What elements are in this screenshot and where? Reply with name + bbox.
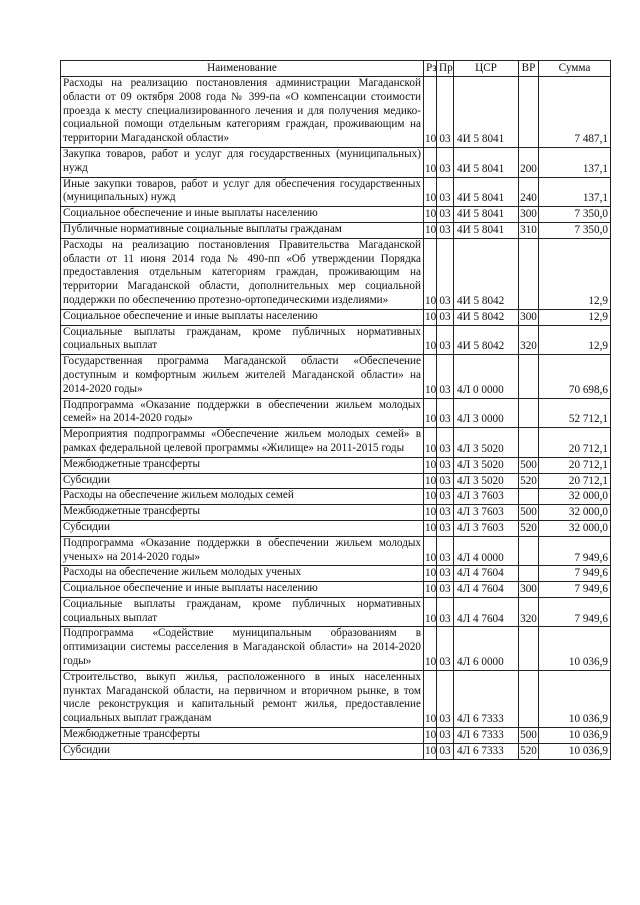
cell-rz: 10 xyxy=(424,597,437,627)
cell-csr: 4И 5 8042 xyxy=(454,238,519,309)
cell-pr: 03 xyxy=(437,505,454,521)
cell-name: Расходы на обеспечение жильем молодых ученых xyxy=(61,566,424,582)
cell-rz: 10 xyxy=(424,207,437,223)
table-row xyxy=(61,566,611,582)
cell-rz: 10 xyxy=(424,147,437,177)
cell-csr: 4И 5 8041 xyxy=(454,77,519,148)
cell-pr: 03 xyxy=(437,566,454,582)
cell-csr: 4Л 0 0000 xyxy=(454,355,519,398)
header-rz: Рз xyxy=(424,61,437,77)
cell-csr: 4Л 3 7603 xyxy=(454,520,519,536)
cell-sum: 10 036,9 xyxy=(539,743,611,759)
cell-sum: 32 000,0 xyxy=(539,489,611,505)
cell-csr: 4И 5 8041 xyxy=(454,222,519,238)
cell-sum: 10 036,9 xyxy=(539,670,611,727)
cell-vr xyxy=(519,536,539,566)
cell-sum: 20 712,1 xyxy=(539,428,611,458)
cell-name: Расходы на обеспечение жильем молодых семей xyxy=(61,489,424,505)
table-row xyxy=(61,505,611,521)
cell-rz: 10 xyxy=(424,728,437,744)
cell-csr: 4Л 4 7604 xyxy=(454,597,519,627)
cell-csr: 4Л 6 0000 xyxy=(454,627,519,670)
cell-rz: 10 xyxy=(424,627,437,670)
cell-rz: 10 xyxy=(424,489,437,505)
cell-csr: 4И 5 8042 xyxy=(454,325,519,355)
cell-rz: 10 xyxy=(424,473,437,489)
cell-vr xyxy=(519,355,539,398)
cell-vr xyxy=(519,489,539,505)
table-row xyxy=(61,207,611,223)
cell-pr: 03 xyxy=(437,473,454,489)
cell-rz: 10 xyxy=(424,309,437,325)
cell-pr: 03 xyxy=(437,355,454,398)
cell-sum: 7 949,6 xyxy=(539,566,611,582)
cell-name: Субсидии xyxy=(61,473,424,489)
header-pr: Пр xyxy=(437,61,454,77)
table-row xyxy=(61,309,611,325)
table-row xyxy=(61,520,611,536)
cell-vr xyxy=(519,627,539,670)
cell-pr: 03 xyxy=(437,177,454,207)
cell-sum: 7 487,1 xyxy=(539,77,611,148)
cell-sum: 137,1 xyxy=(539,147,611,177)
cell-pr: 03 xyxy=(437,207,454,223)
cell-vr: 520 xyxy=(519,743,539,759)
cell-sum: 137,1 xyxy=(539,177,611,207)
cell-rz: 10 xyxy=(424,505,437,521)
cell-rz: 10 xyxy=(424,222,437,238)
cell-pr: 03 xyxy=(437,222,454,238)
table-row xyxy=(61,325,611,355)
cell-vr: 320 xyxy=(519,325,539,355)
cell-rz: 10 xyxy=(424,325,437,355)
cell-pr: 03 xyxy=(437,582,454,598)
cell-vr xyxy=(519,428,539,458)
cell-name: Подпрограмма «Содействие муниципальным образованиям в оптимизации системы расселения в Магаданской области» на 2014-2020 годы» xyxy=(61,627,424,670)
table-row xyxy=(61,743,611,759)
cell-sum: 12,9 xyxy=(539,309,611,325)
cell-name: Субсидии xyxy=(61,743,424,759)
cell-pr: 03 xyxy=(437,238,454,309)
cell-name: Публичные нормативные социальные выплаты гражданам xyxy=(61,222,424,238)
cell-sum: 10 036,9 xyxy=(539,627,611,670)
table-header-row xyxy=(61,61,611,77)
cell-name: Социальные выплаты гражданам, кроме публичных нормативных социальных выплат xyxy=(61,325,424,355)
cell-name: Закупка товаров, работ и услуг для государственных (муниципальных) нужд xyxy=(61,147,424,177)
header-vr: ВР xyxy=(519,61,539,77)
cell-vr xyxy=(519,670,539,727)
table-row xyxy=(61,77,611,148)
cell-vr: 200 xyxy=(519,147,539,177)
cell-sum: 7 350,0 xyxy=(539,222,611,238)
cell-vr: 300 xyxy=(519,207,539,223)
cell-name: Иные закупки товаров, работ и услуг для обеспечения государственных (муниципальных) нужд xyxy=(61,177,424,207)
cell-sum: 7 350,0 xyxy=(539,207,611,223)
table-row xyxy=(61,428,611,458)
header-sum: Сумма xyxy=(539,61,611,77)
table-row xyxy=(61,457,611,473)
cell-rz: 10 xyxy=(424,457,437,473)
cell-vr: 500 xyxy=(519,728,539,744)
cell-pr: 03 xyxy=(437,457,454,473)
cell-vr: 320 xyxy=(519,597,539,627)
cell-name: Межбюджетные трансферты xyxy=(61,728,424,744)
cell-vr: 240 xyxy=(519,177,539,207)
cell-name: Расходы на реализацию постановления администрации Магаданской области от 09 октября 2008 года № 399-па «О компенсации стоимости проезда к месту специализированного лечения и для получения медико-социальной помощи отдельным категориям граждан, проживающим на территории Магаданской области» xyxy=(61,77,424,148)
cell-vr xyxy=(519,238,539,309)
cell-pr: 03 xyxy=(437,325,454,355)
cell-sum: 12,9 xyxy=(539,325,611,355)
cell-rz: 10 xyxy=(424,355,437,398)
cell-sum: 12,9 xyxy=(539,238,611,309)
cell-pr: 03 xyxy=(437,536,454,566)
cell-sum: 7 949,6 xyxy=(539,582,611,598)
document-page xyxy=(60,60,610,760)
cell-csr: 4Л 4 7604 xyxy=(454,582,519,598)
cell-rz: 10 xyxy=(424,582,437,598)
cell-vr xyxy=(519,398,539,428)
cell-rz: 10 xyxy=(424,536,437,566)
cell-csr: 4И 5 8041 xyxy=(454,177,519,207)
cell-csr: 4Л 3 5020 xyxy=(454,428,519,458)
cell-name: Социальное обеспечение и иные выплаты населению xyxy=(61,207,424,223)
table-row xyxy=(61,398,611,428)
cell-pr: 03 xyxy=(437,147,454,177)
table-row xyxy=(61,728,611,744)
cell-pr: 03 xyxy=(437,398,454,428)
cell-vr: 520 xyxy=(519,520,539,536)
table-row xyxy=(61,147,611,177)
header-name: Наименование xyxy=(61,61,424,77)
cell-csr: 4И 5 8041 xyxy=(454,207,519,223)
cell-name: Подпрограмма «Оказание поддержки в обеспечении жильем молодых семей» на 2014-2020 годы» xyxy=(61,398,424,428)
cell-csr: 4Л 3 7603 xyxy=(454,489,519,505)
cell-pr: 03 xyxy=(437,77,454,148)
cell-pr: 03 xyxy=(437,597,454,627)
cell-sum: 70 698,6 xyxy=(539,355,611,398)
cell-sum: 7 949,6 xyxy=(539,597,611,627)
cell-name: Социальное обеспечение и иные выплаты населению xyxy=(61,582,424,598)
cell-rz: 10 xyxy=(424,520,437,536)
table-row xyxy=(61,489,611,505)
cell-pr: 03 xyxy=(437,489,454,505)
cell-pr: 03 xyxy=(437,520,454,536)
cell-pr: 03 xyxy=(437,627,454,670)
cell-rz: 10 xyxy=(424,670,437,727)
table-row xyxy=(61,627,611,670)
cell-sum: 20 712,1 xyxy=(539,457,611,473)
cell-vr: 310 xyxy=(519,222,539,238)
table-row xyxy=(61,670,611,727)
cell-name: Межбюджетные трансферты xyxy=(61,457,424,473)
cell-csr: 4Л 3 5020 xyxy=(454,457,519,473)
cell-rz: 10 xyxy=(424,566,437,582)
table-row xyxy=(61,177,611,207)
cell-sum: 20 712,1 xyxy=(539,473,611,489)
cell-sum: 32 000,0 xyxy=(539,520,611,536)
cell-csr: 4Л 6 7333 xyxy=(454,743,519,759)
cell-vr: 300 xyxy=(519,309,539,325)
cell-name: Подпрограмма «Оказание поддержки в обеспечении жильем молодых ученых» на 2014-2020 годы» xyxy=(61,536,424,566)
cell-vr: 500 xyxy=(519,457,539,473)
cell-csr: 4И 5 8041 xyxy=(454,147,519,177)
cell-name: Расходы на реализацию постановления Правительства Магаданской области от 11 июня 2014 года № 490-пп «Об утверждении Порядка предоставления отдельным категориям граждан, проживающим на территории Магаданской области, дополнительных мер социальной поддержки по обеспечению протезно-ортопедическими изделиями» xyxy=(61,238,424,309)
cell-csr: 4Л 6 7333 xyxy=(454,728,519,744)
cell-sum: 7 949,6 xyxy=(539,536,611,566)
cell-csr: 4Л 4 7604 xyxy=(454,566,519,582)
table-row xyxy=(61,222,611,238)
cell-vr: 520 xyxy=(519,473,539,489)
cell-csr: 4Л 6 7333 xyxy=(454,670,519,727)
cell-name: Социальные выплаты гражданам, кроме публичных нормативных социальных выплат xyxy=(61,597,424,627)
cell-rz: 10 xyxy=(424,238,437,309)
table-row xyxy=(61,238,611,309)
cell-name: Социальное обеспечение и иные выплаты населению xyxy=(61,309,424,325)
table-row xyxy=(61,597,611,627)
cell-vr: 500 xyxy=(519,505,539,521)
cell-name: Субсидии xyxy=(61,520,424,536)
cell-name: Межбюджетные трансферты xyxy=(61,505,424,521)
header-csr: ЦСР xyxy=(454,61,519,77)
budget-table xyxy=(60,60,611,760)
table-row xyxy=(61,355,611,398)
cell-pr: 03 xyxy=(437,728,454,744)
cell-name: Мероприятия подпрограммы «Обеспечение жильем молодых семей» в рамках федеральной целевой программы «Жилище» на 2011-2015 годы xyxy=(61,428,424,458)
cell-vr: 300 xyxy=(519,582,539,598)
cell-csr: 4Л 3 5020 xyxy=(454,473,519,489)
cell-rz: 10 xyxy=(424,428,437,458)
cell-pr: 03 xyxy=(437,670,454,727)
cell-pr: 03 xyxy=(437,309,454,325)
cell-csr: 4Л 3 0000 xyxy=(454,398,519,428)
cell-csr: 4Л 4 0000 xyxy=(454,536,519,566)
cell-sum: 52 712,1 xyxy=(539,398,611,428)
cell-sum: 32 000,0 xyxy=(539,505,611,521)
cell-rz: 10 xyxy=(424,743,437,759)
cell-csr: 4И 5 8042 xyxy=(454,309,519,325)
cell-name: Государственная программа Магаданской области «Обеспечение доступным и комфортным жильем жителей Магаданской области» на 2014-2020 годы» xyxy=(61,355,424,398)
table-row xyxy=(61,582,611,598)
cell-sum: 10 036,9 xyxy=(539,728,611,744)
table-row xyxy=(61,473,611,489)
cell-csr: 4Л 3 7603 xyxy=(454,505,519,521)
table-row xyxy=(61,536,611,566)
cell-rz: 10 xyxy=(424,398,437,428)
cell-rz: 10 xyxy=(424,177,437,207)
cell-pr: 03 xyxy=(437,428,454,458)
cell-rz: 10 xyxy=(424,77,437,148)
cell-pr: 03 xyxy=(437,743,454,759)
cell-name: Строительство, выкуп жилья, расположенного в иных населенных пунктах Магаданской области, на первичном и вторичном рынке, в том числе реконструкция и капитальный ремонт жилья, предоставление социальных выплат гражданам xyxy=(61,670,424,727)
cell-vr xyxy=(519,566,539,582)
cell-vr xyxy=(519,77,539,148)
